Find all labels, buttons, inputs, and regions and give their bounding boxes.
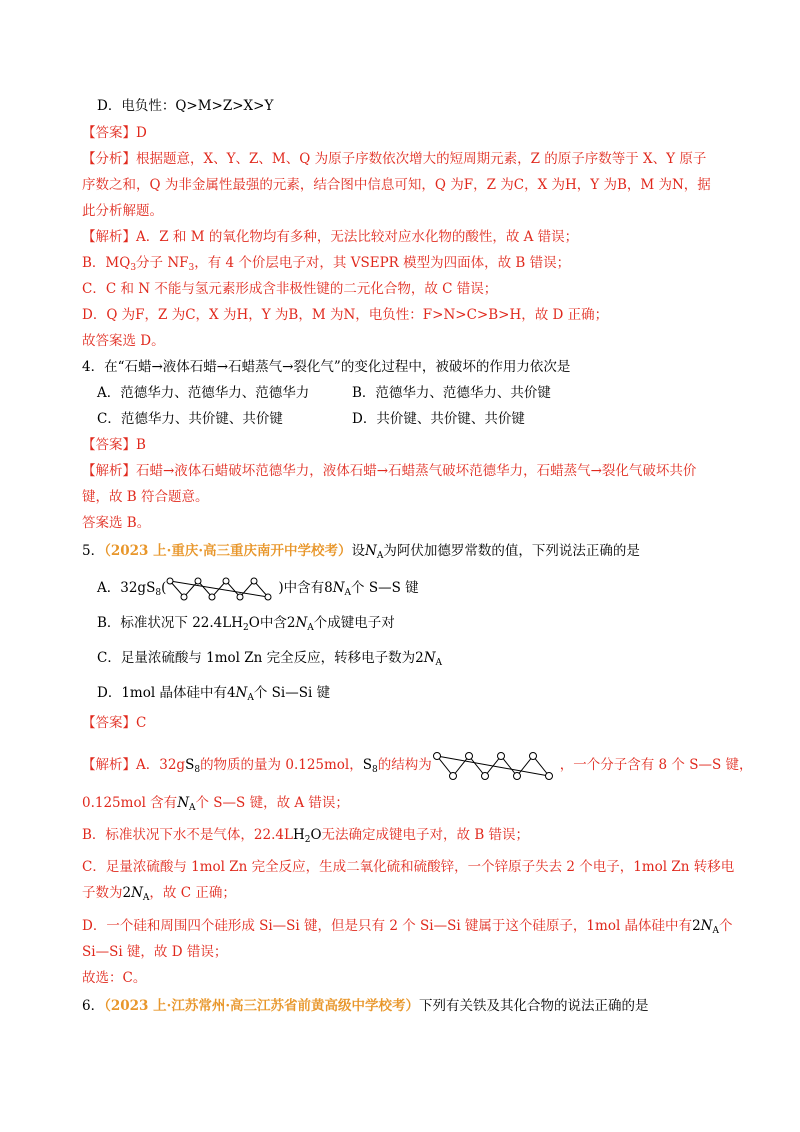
q4-option-c: C．范德华力、共价键、共价键 [97,411,283,427]
text: 个成键电子对 [313,615,395,631]
q3-explanation-d: D．Q 为F，Z 为C，X 为H，Y 为B，M 为N，电负性：F>N>C>B>H，故 D 正确； [82,307,609,323]
number: 8 [324,580,333,596]
text: 子数为 [82,885,123,901]
q3-explanation-c: C．C 和 N 不能与氢元素形成含非极性键的二元化合物，故 C 错误； [82,281,498,297]
subscript: A [712,926,719,936]
q5-option-c [97,649,442,672]
number: 2 [286,615,296,631]
subscript: A [435,658,443,668]
q4-stem: 4．在“石蜡→液体石蜡→石蜡蒸气→裂化气”的变化过程中，被破坏的作用力依次是 [82,359,571,375]
q5-explanation-d-line-1 [82,917,732,940]
s8-ring-structure-large [432,750,560,782]
answer-tag: 【答案】 [82,715,136,731]
na-symbol: N [295,615,308,631]
subscript: A [247,693,254,703]
q5-option-b [97,614,395,637]
analysis-tag: 【分析】 [82,151,136,167]
text: B．标准状况下水不是气体，22.4L [82,827,293,843]
question-source: （2023 上·江苏常州·高三江苏省前黄高级中学校考） [104,998,420,1014]
s8-ring-structure-small [166,576,278,602]
q3-answer [82,124,147,142]
q5-explanation-a-line-1 [82,749,753,786]
text: ，有 4 个价层电子对，其 VSEPR 模型为四面体，故 B 错误； [194,255,571,271]
q3-analysis-line-3: 此分析解题。 [82,203,163,219]
q5-answer [82,714,146,732]
text: 0.125mol 含有 [82,795,178,811]
text: 无法确定成键电子对，故 B 错误； [321,827,530,843]
text: C．足量浓硫酸与 1mol Zn 完全反应，转移电子数为 [97,650,416,666]
q5-explanation-d-line-2: Si—Si 键，故 D 错误； [82,944,228,960]
explanation-tag: 【解析】 [82,229,136,245]
subscript: 8 [194,765,201,775]
number: 2 [122,885,132,901]
q5-explanation-c-line-2 [82,884,236,907]
q5-explanation-b [82,826,529,849]
answer-value: C [136,715,147,731]
formula: O [248,615,260,631]
s8-symbol: S [185,757,195,773]
explanation-tag: 【解析】 [82,757,136,773]
text: )中含有 [278,580,325,596]
subscript: 2 [243,623,249,633]
answer-tag: 【答案】 [82,125,136,141]
q3-conclusion: 故答案选 D。 [82,333,165,349]
q5-explanation-c-line-1: C．足量浓硫酸与 1mol Zn 完全反应，生成二氧化硫和硫酸锌，一个锌原子失去 2 个电子，1mol Zn 转移电 [82,859,735,875]
answer-value: B [136,437,146,453]
q6-stem [82,997,649,1015]
subscript: 8 [155,588,162,598]
na-symbol: N [365,543,377,559]
q5-option-d [97,684,330,707]
text: 个 [718,918,733,934]
text: 的结构为 [377,757,432,773]
q5-conclusion: 故选：C。 [82,970,147,986]
question-number: 6． [82,998,105,1014]
question-source: （2023 上·重庆·高三重庆南开中学校考） [104,543,352,559]
na-symbol: N [700,918,713,934]
q4-explanation-line-1 [82,462,696,480]
text: 个 S—S 键 [351,580,419,596]
formula: H [231,615,244,631]
text: D．一个硅和周围四个硅形成 Si—Si 键，但是只有 2 个 Si—Si 键属于这个硅原子，1mol 晶体硅中有 [82,918,693,934]
q3-explanation-b [82,254,570,277]
text: 的物质的量为 0.125mol， [200,757,363,773]
question-number: 5． [82,543,105,559]
formula: H [292,827,305,843]
q5-option-a [97,575,419,606]
q4-answer [82,436,146,454]
answer-tag: 【答案】 [82,437,136,453]
text: 下列有关铁及其化合物的说法正确的是 [419,998,649,1014]
text: B．MQ [82,255,131,271]
text: 分子 NF [136,255,189,271]
number: 2 [692,918,701,934]
q3-analysis-line-1 [82,150,706,168]
q4-option-b: B．范德华力、范德华力、共价键 [352,385,551,401]
subscript: A [344,588,352,598]
na-symbol: N [423,650,436,666]
q4-conclusion: 答案选 B。 [82,515,151,531]
text: 个 Si—Si 键 [253,685,331,701]
text: 为阿伏加德罗常数的值，下列说法正确的是 [383,543,640,559]
s8-symbol: S [362,757,372,773]
text: A．32g [97,580,147,596]
subscript: A [307,623,314,633]
explanation-text: A．Z 和 M 的氧化物均有多种，无法比较对应水化物的酸性，故 A 错误； [136,229,579,245]
subscript: 3 [130,263,137,273]
subscript: A [142,893,150,903]
text: ，一个分子含有 8 个 S—S 键， [559,757,753,773]
q4-option-d: D．共价键、共价键、共价键 [352,411,525,427]
answer-value: D [136,125,147,141]
subscript: A [189,803,196,813]
text: 个 S—S 键，故 A 错误； [195,795,349,811]
text: D．1mol 晶体硅中有 [97,685,227,701]
text: A．32g [136,757,186,773]
q5-explanation-a-line-2 [82,794,349,817]
q5-stem [82,542,640,565]
na-symbol: N [177,795,189,811]
number: 4 [226,685,236,701]
subscript: 3 [188,263,195,273]
analysis-text: 根据题意，X、Y、Z、M、Q 为原子序数依次增大的短周期元素，Z 的原子序数等于 X、Y 原子 [136,151,707,167]
subscript: 2 [304,835,311,845]
na-symbol: N [332,580,345,596]
subscript: A [376,551,384,561]
text: ，故 C 正确； [149,885,236,901]
q4-option-a: A．范德华力、范德华力、范德华力 [97,385,310,401]
text: 设 [351,543,366,559]
q3-explanation-a [82,228,578,246]
subscript: 8 [372,765,378,775]
number: 2 [415,650,424,666]
na-symbol: N [131,885,143,901]
explanation-tag: 【解析】 [82,463,136,479]
text: 中含 [259,615,287,631]
q4-explanation-line-2: 键，故 B 符合题意。 [82,489,209,505]
text: ( [161,580,167,596]
q3-analysis-line-2: 序数之和，Q 为非金属性最强的元素，结合图中信息可知，Q 为F，Z 为C，X 为H，Y 为B，M 为N，据 [82,177,711,193]
text: B．标准状况下 22.4L [97,615,232,631]
formula: O [310,827,322,843]
s8-symbol: S [146,580,156,596]
explanation-text: 石蜡→液体石蜡破坏范德华力，液体石蜡→石蜡蒸气破坏范德华力，石蜡蒸气→裂化气破坏共价 [136,463,697,479]
na-symbol: N [235,685,248,701]
q3-option-d: D．电负性：Q>M>Z>X>Y [97,98,274,114]
